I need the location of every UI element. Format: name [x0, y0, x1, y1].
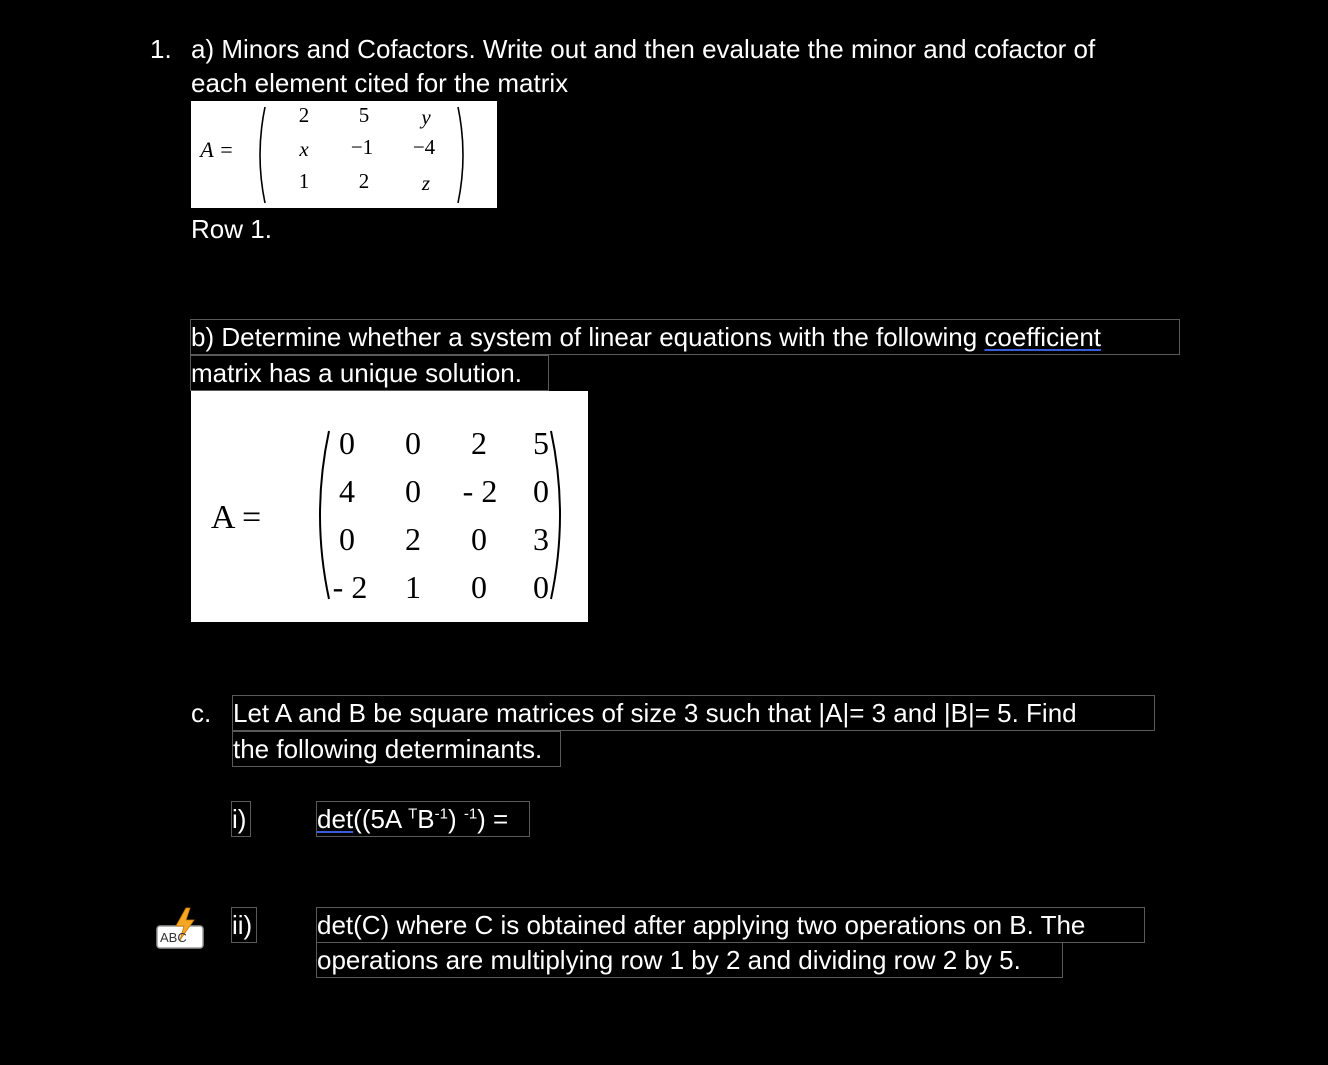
item-i-end: ) = [477, 804, 509, 834]
matrix-a-left-paren [253, 105, 267, 205]
matrix-b-cell: 3 [533, 521, 549, 557]
row-1-label: Row 1. [191, 214, 272, 244]
matrix-a-cell: y [421, 105, 431, 129]
question-number: 1. [150, 34, 172, 64]
item-i-open: ((5A [353, 804, 409, 834]
matrix-b-label: A = [210, 499, 262, 536]
matrix-a-right-paren [456, 105, 470, 205]
spellcheck-icon[interactable] [156, 906, 204, 950]
item-i-sup-inv1: -1 [434, 805, 448, 823]
part-b-line-1-text: b) Determine whether a system of linear equations with the following [191, 322, 985, 352]
matrix-b-cell: 0 [471, 569, 487, 605]
matrix-b-cell: 0 [405, 425, 421, 461]
item-i-sup-inv2: -1 [463, 805, 478, 823]
matrix-b-cell: - 2 [332, 569, 368, 605]
matrix-b-cell: 2 [471, 425, 487, 461]
part-a-line-1: a) Minors and Cofactors. Write out and then evaluate the minor and cofactor of [191, 34, 1096, 64]
item-i-sup-t: T [408, 805, 418, 823]
part-b-line-1[interactable] [191, 320, 1179, 354]
matrix-a-image [191, 101, 497, 208]
matrix-a-cell: 1 [298, 169, 310, 193]
matrix-b-cell: 2 [405, 521, 421, 557]
matrix-b-image [191, 391, 588, 622]
matrix-b-cell: 1 [405, 569, 421, 605]
coefficient-link[interactable]: coefficient [984, 322, 1101, 352]
item-i-close: ) [447, 804, 464, 834]
matrix-a-cell: −4 [412, 135, 436, 159]
matrix-b-cell: 0 [533, 473, 549, 509]
matrix-b-cell: - 2 [462, 473, 498, 509]
spellcheck-text: ABC [160, 930, 187, 945]
matrix-a-cell: −1 [350, 135, 374, 159]
item-i-label[interactable]: i) [232, 802, 250, 836]
matrix-b-cell: 0 [339, 521, 355, 557]
part-c-line-1[interactable]: Let A and B be square matrices of size 3 such that |A|= 3 and |B|= 5. Find [233, 696, 1154, 730]
matrix-b-cell: 4 [339, 473, 355, 509]
item-ii-line-2[interactable]: operations are multiplying row 1 by 2 and dividing row 2 by 5. [317, 943, 1062, 977]
matrix-a-cell: 2 [358, 169, 370, 193]
matrix-a-label: A = [200, 137, 234, 162]
matrix-b-cell: 0 [533, 569, 549, 605]
part-c-letter: c. [191, 698, 212, 728]
matrix-b-cell: 0 [339, 425, 355, 461]
matrix-a-cell: 5 [358, 103, 370, 127]
matrix-a-cell: x [299, 137, 309, 161]
item-i-b: B [417, 804, 435, 834]
item-i-det: det [317, 804, 354, 834]
matrix-b-cell: 5 [533, 425, 549, 461]
matrix-b-cell: 0 [405, 473, 421, 509]
item-i-expression[interactable] [317, 802, 529, 836]
part-c-line-2[interactable]: the following determinants. [233, 732, 560, 766]
item-ii-line-1[interactable]: det(C) where C is obtained after applying two operations on B. The [317, 908, 1144, 942]
matrix-a-cell: 2 [298, 103, 310, 127]
part-b-line-2[interactable]: matrix has a unique solution. [191, 356, 548, 390]
item-ii-label[interactable]: ii) [232, 908, 256, 942]
matrix-a-cell: z [421, 171, 431, 195]
part-a-line-2: each element cited for the matrix [191, 68, 569, 98]
matrix-b-cell: 0 [471, 521, 487, 557]
